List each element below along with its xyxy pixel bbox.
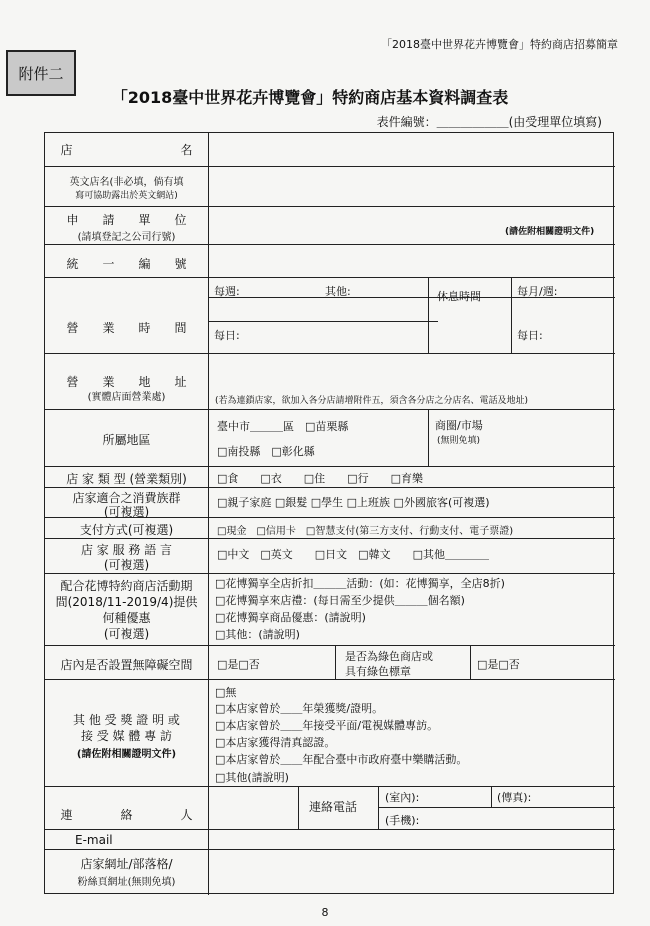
payment-options[interactable]: □現金 □信用卡 □智慧支付(第三方支付、行動支付、電子票證): [217, 526, 514, 537]
address-label: 營 業 地 址: [66, 375, 187, 389]
contact-phone-label: 連絡電話: [309, 800, 358, 814]
hours-label: 營 業 時 間: [66, 321, 187, 335]
awards-label-3: (請佐附相關證明文件): [76, 749, 177, 760]
awards-label: 其 他 受 獎 證 明 或: [73, 713, 180, 727]
form-table: [44, 132, 614, 894]
promo-option-2[interactable]: □花博獨享來店禮：(每日需至少提供＿＿＿個名額): [215, 594, 465, 607]
page-title: 「2018臺中世界花卉博覽會」特約商店基本資料調查表: [111, 88, 509, 107]
website-label: 店家網址/部落格/: [80, 857, 173, 871]
phone-fax-label: (傳真):: [497, 791, 532, 804]
promo-label: 配合花博特約商店活動期: [60, 579, 193, 593]
barrier-free-options[interactable]: □是□否: [217, 658, 260, 671]
award-option-6[interactable]: □其他(請說明): [215, 771, 289, 784]
daily-label-2: 每日:: [517, 329, 543, 342]
website-label-2: 粉絲頁網址(無則免填): [77, 877, 176, 888]
region-label: 所屬地區: [102, 433, 151, 447]
award-option-5[interactable]: □本店家曾於＿＿年配合臺中市政府臺中樂購活動。: [215, 753, 468, 766]
green-store-label: 是否為綠色商店或: [345, 650, 433, 663]
award-option-1[interactable]: □無: [215, 686, 237, 699]
tax-id-label: 統 一 編 號: [66, 257, 187, 271]
category-label: 店 家 類 型 (營業類別): [66, 472, 187, 486]
consumer-label-2: (可複選): [103, 505, 150, 519]
promo-label-3: 何種優惠: [102, 611, 151, 625]
header-text: 「2018臺中世界花卉博覽會」特約商店招募簡章: [381, 38, 618, 51]
promo-option-4[interactable]: □其他：(請說明): [215, 628, 300, 641]
attachment-label: 附件二: [6, 50, 76, 96]
barrier-free-label: 店內是否設置無障礙空間: [60, 658, 193, 672]
consumer-options[interactable]: □親子家庭 □銀髮 □學生 □上班族 □外國旅客(可複選): [217, 496, 490, 509]
store-name-label: 店 名: [60, 143, 193, 157]
contact-label: 連 絡 人: [60, 808, 193, 822]
region-option-1[interactable]: 臺中市＿＿＿區 □苗栗縣: [217, 420, 349, 433]
hours-other: 其他:: [325, 285, 351, 298]
award-option-4[interactable]: □本店家獲得清真認證。: [215, 736, 336, 749]
region-option-2[interactable]: □南投縣 □彰化縣: [217, 445, 315, 458]
language-label-2: (可複選): [103, 558, 150, 572]
page-number: 8: [321, 906, 329, 919]
promo-option-1[interactable]: □花博獨享全店折扣＿＿＿活動：(如：花博獨享，全店8折): [215, 577, 505, 590]
green-store-label-2: 具有綠色標章: [345, 665, 411, 678]
rest-time-label: 休息時間: [437, 290, 481, 303]
email-label: E-mail: [75, 833, 113, 847]
language-options[interactable]: □中文 □英文 □日文 □韓文 □其他＿＿＿＿: [217, 548, 489, 561]
shopping-area-label: 商圈/市場: [435, 419, 483, 432]
promo-label-4: (可複選): [103, 627, 150, 641]
language-label: 店 家 服 務 語 言: [80, 543, 173, 557]
consumer-label: 店家適合之消費族群: [72, 491, 181, 505]
address-note: (若為連鎖店家，欲加入各分店請增附件五，須含各分店之分店名、電話及地址): [215, 396, 529, 406]
promo-option-3[interactable]: □花博獨享商品優惠：(請說明): [215, 611, 366, 624]
payment-label: 支付方式(可複選): [79, 523, 174, 537]
category-options[interactable]: □食 □衣 □住 □行 □育樂: [217, 472, 423, 485]
english-name-label-2: 寫可協助露出於英文網站): [75, 191, 178, 201]
hours-weekly: 每週:: [214, 285, 240, 298]
applicant-note: (請佐附相關證明文件): [505, 227, 595, 237]
monthly-label: 每月/週:: [517, 285, 558, 298]
awards-label-2: 接 受 媒 體 專 訪: [80, 729, 173, 743]
award-option-3[interactable]: □本店家曾於＿＿年接受平面/電視媒體專訪。: [215, 719, 439, 732]
address-label-2: (實體店面營業處): [87, 392, 166, 403]
green-store-options[interactable]: □是□否: [477, 658, 520, 671]
applicant-label-2: (請填登記之公司行號): [77, 232, 176, 243]
award-option-2[interactable]: □本店家曾於＿＿年榮獲獎/證明。: [215, 702, 384, 715]
daily-label: 每日:: [214, 329, 240, 342]
shopping-area-label-2: (無則免填): [437, 436, 481, 446]
promo-label-2: 間(2018/11-2019/4)提供: [55, 595, 198, 609]
applicant-label: 申 請 單 位: [66, 213, 187, 227]
phone-office-label: (室內):: [385, 791, 420, 804]
phone-mobile-label: (手機):: [385, 814, 420, 827]
english-name-label: 英文店名(非必填，倘有填: [69, 177, 184, 188]
form-number: 表件編號：＿＿＿＿＿＿(由受理單位填寫): [376, 115, 602, 129]
